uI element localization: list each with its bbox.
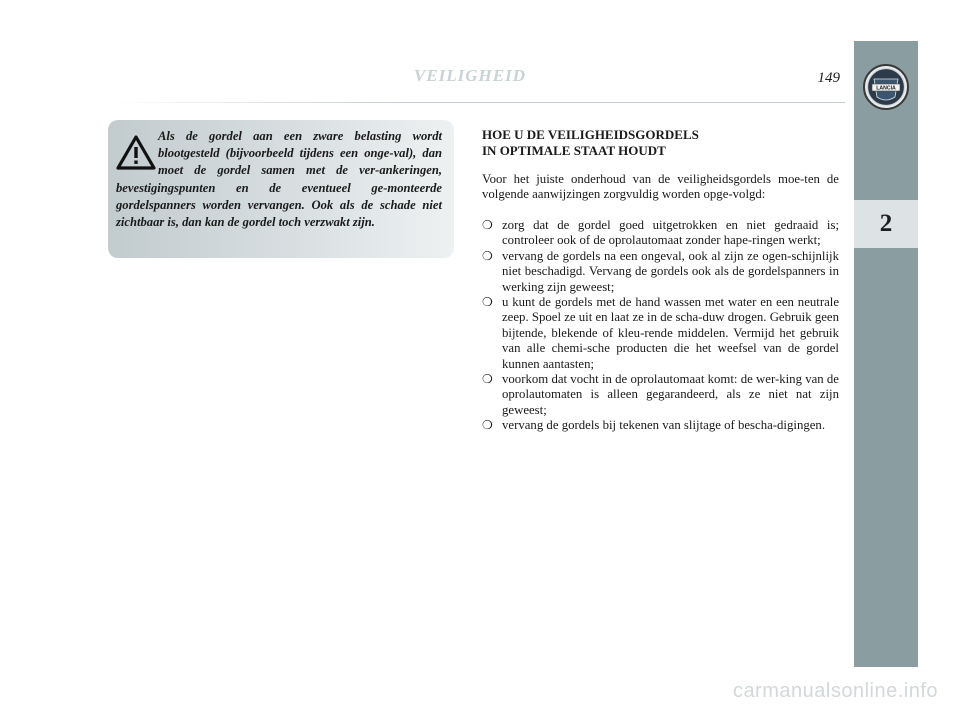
bullet-icon: ❍ (482, 372, 493, 387)
list-item (482, 218, 839, 249)
watermark: carmanualsonline.info (732, 680, 938, 702)
section-title-line-1: HOE U DE VEILIGHEIDSGORDELS (482, 127, 699, 142)
chapter-side-tab (854, 41, 918, 667)
list-item-text: vervang de gordels bij tekenen van slijtage of bescha-digingen. (502, 418, 826, 433)
list-item-text: voorkom dat vocht in de oprolautomaat komt: de wer-king van de oprolautomaten is alleen gegarandeerd, als ze niet nat zijn geweest; (502, 372, 839, 417)
page-number: 149 (817, 70, 840, 86)
warning-text (116, 128, 442, 231)
logo-text: LANCIA (876, 85, 896, 92)
section-title-line-2: IN OPTIMALE STAAT HOUDT (482, 142, 666, 158)
bullet-icon: ❍ (482, 295, 493, 310)
section-title (482, 127, 842, 158)
list-item-text: zorg dat de gordel goed uitgetrokken en niet gedraaid is; controleer ook of de oprolautomaat zonder hape-ringen werkt; (502, 218, 839, 248)
chapter-number-box (854, 200, 918, 248)
bullet-icon: ❍ (482, 218, 493, 232)
lancia-logo-icon (862, 63, 910, 111)
icon-spacer (116, 128, 158, 178)
list-item (482, 295, 839, 372)
maintenance-list (482, 218, 839, 434)
bullet-icon: ❍ (482, 248, 493, 263)
chapter-number: 2 (879, 210, 893, 237)
section-intro: Voor het juiste onderhoud van de veiligheidsgordels moe-ten de volgende aanwijzingen zorgvuldig worden opge-volgd: (482, 172, 839, 202)
bullet-icon: ❍ (482, 418, 493, 433)
list-item-text: vervang de gordels na een ongeval, ook al zijn ze ogen-schijnlijk niet beschadigd. Vervang de gordels ook als de gordelspanners in werking zijn geweest; (502, 248, 839, 294)
list-item-text: u kunt de gordels met de hand wassen met water en een neutrale zeep. Spoel ze uit en laat ze in de scha-duw drogen. Gebruik geen bijtende, blekende of kleu-rende middelen. Vermijd het gebruik van alle chemi-sche producten die het weefsel van de gordel kunnen aantasten; (502, 295, 839, 371)
header-rule (110, 102, 845, 103)
list-item (482, 249, 839, 295)
list-item (482, 372, 839, 418)
warning-body: Als de gordel aan een zware belasting wordt blootgesteld (bijvoorbeeld tijdens een onge-val), dan moet de gordel samen met de ver-ankeringen, bevestigingspunten en de eventueel ge-monteerde gordelspanners worden vervangen. Ook als de schade niet zichtbaar is, dan kan de gordel toch verzwakt zijn. (116, 129, 442, 230)
running-header-title: VEILIGHEID (413, 66, 527, 85)
list-item (482, 418, 839, 433)
